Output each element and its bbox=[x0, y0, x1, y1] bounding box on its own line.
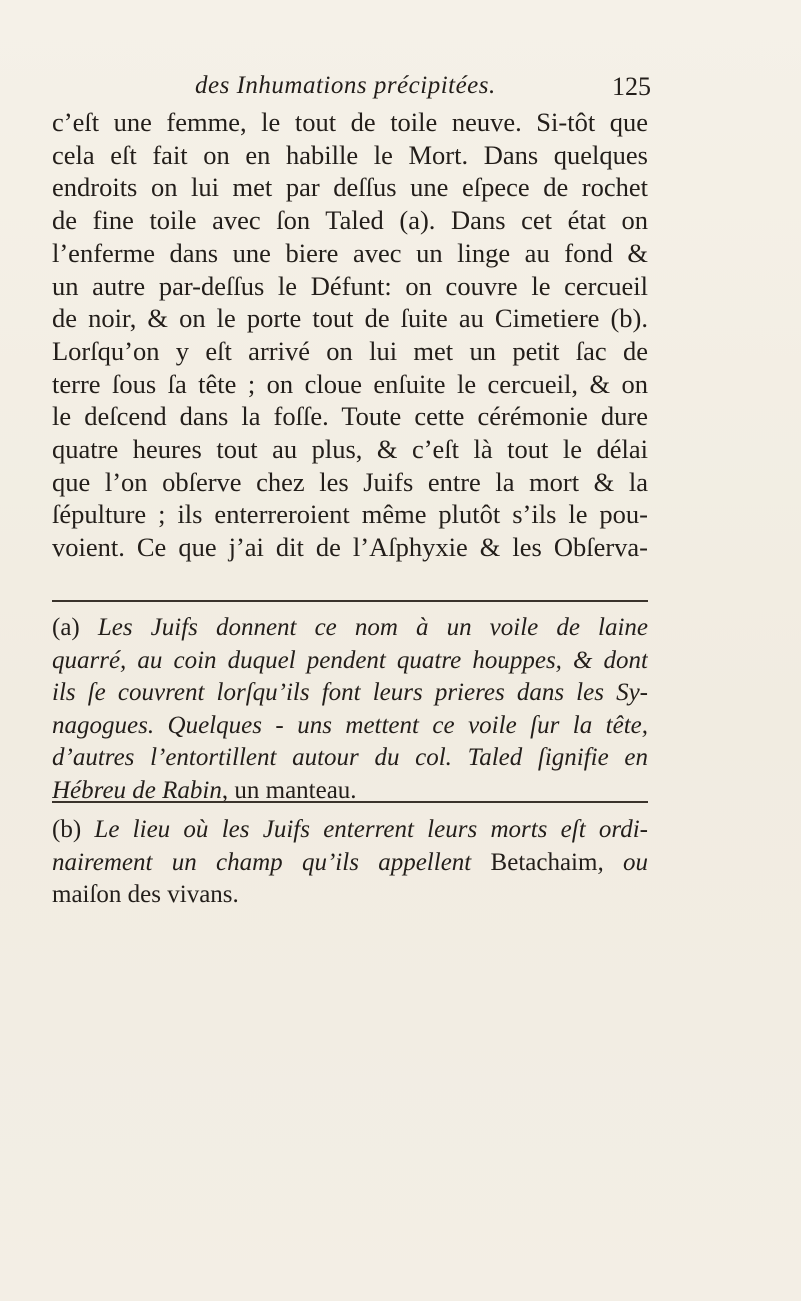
footnote-text: nairement un champ qu’ils appellent bbox=[52, 848, 472, 876]
footnote-line: nagogues. Quelques - uns mettent ce voile ſur la tête, bbox=[52, 711, 648, 739]
footnote-rule bbox=[52, 801, 648, 803]
footnote-line: quarré, au coin duquel pendent quatre houppes, & dont bbox=[52, 646, 648, 674]
text-line: cela eſt fait on en habille le Mort. Dans quelques bbox=[52, 139, 648, 170]
footnote-text: , ou bbox=[597, 848, 648, 876]
footnote-line: ils ſe couvrent lorſqu’ils font leurs prieres dans les Sy- bbox=[52, 679, 648, 706]
footnote-marker: (a) bbox=[52, 614, 80, 641]
footnote-line bbox=[52, 814, 648, 847]
footnote-rule bbox=[52, 600, 648, 602]
footnote-line bbox=[52, 612, 648, 645]
main-text bbox=[52, 106, 648, 564]
text-line: Lorſqu’on y eſt arrivé on lui met un petit ſac de bbox=[52, 335, 648, 366]
text-line: que l’on obſerve chez les Juifs entre la mort & la bbox=[52, 466, 648, 497]
page-number: 125 bbox=[612, 72, 651, 101]
footnote-text: Les Juifs donnent ce nom à un voile de laine bbox=[97, 614, 648, 641]
footnote-b bbox=[52, 814, 648, 912]
footnote-text: Le lieu où les Juifs enterrent leurs morts eſt ordi- bbox=[94, 816, 648, 843]
footnote-text: Hébreu de Rabin bbox=[52, 776, 222, 804]
text-line: terre ſous ſa tête ; on cloue enſuite le cercueil, & on bbox=[52, 368, 648, 399]
text-line: le deſcend dans la foſſe. Toute cette cérémonie dure bbox=[52, 401, 648, 432]
text-line: ſépulture ; ils enterreroient même plutôt s’ils le pou- bbox=[52, 499, 648, 530]
text-line: de fine toile avec ſon Taled (a). Dans cet état on bbox=[52, 205, 648, 236]
text-line: quatre heures tout au plus, & c’eſt là tout le délai bbox=[52, 434, 648, 465]
footnote-roman-word: Betachaim bbox=[490, 848, 598, 876]
footnote-a bbox=[52, 612, 648, 807]
text-line: l’enferme dans une biere avec un linge au fond & bbox=[52, 237, 648, 268]
footnote-text: , un manteau. bbox=[221, 776, 357, 804]
text-line: de noir, & on le porte tout de ſuite au Cimetiere (b). bbox=[52, 303, 648, 334]
text-line: voient. Ce que j’ai dit de l’Aſphyxie & les Obſerva- bbox=[52, 532, 648, 563]
text-line: endroits on lui met par deſſus une eſpece de rochet bbox=[52, 172, 648, 203]
footnote-marker: (b) bbox=[52, 816, 82, 843]
footnote-line: d’autres l’entortillent autour du col. Taled ſignifie en bbox=[52, 744, 648, 771]
text-line: c’eſt une femme, le tout de toile neuve. Si-tôt que bbox=[52, 107, 648, 137]
footnote-line bbox=[52, 847, 648, 880]
running-head-title: des Inhumations précipitées. bbox=[195, 72, 496, 99]
text-line: un autre par-deſſus le Défunt: on couvre le cercueil bbox=[52, 270, 648, 301]
footnote-line: maiſon des vivans. bbox=[52, 881, 239, 908]
